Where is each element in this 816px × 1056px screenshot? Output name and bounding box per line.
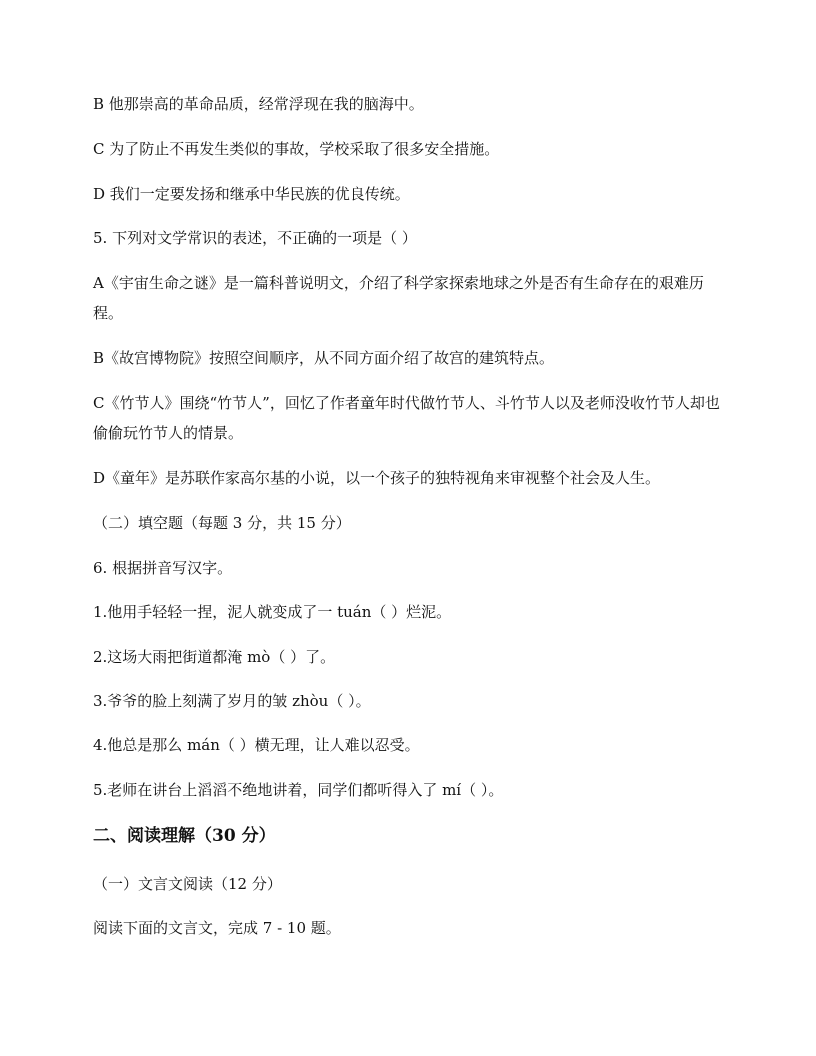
question-5-option-c: C《竹节人》围绕“竹节人”，回忆了作者童年时代做竹节人、斗竹节人以及老师没收竹节人却也偷偷玩竹节人的情景。 (93, 394, 720, 442)
option-b-sentence: B 他那崇高的革命品质，经常浮现在我的脑海中。 (93, 95, 424, 113)
pinyin-item-3: 3.爷爷的脸上刻满了岁月的皱 zhòu（ ）。 (93, 692, 371, 710)
fill-in-section-title: （二）填空题（每题 3 分，共 15 分） (93, 514, 351, 532)
reading-section-heading: 二、阅读理解（30 分） (93, 826, 276, 846)
question-5-option-a: A《宇宙生命之谜》是一篇科普说明文，介绍了科学家探索地球之外是否有生命存在的艰难历程。 (93, 274, 704, 322)
pinyin-item-4: 4.他总是那么 mán（ ）横无理，让人难以忍受。 (93, 736, 420, 754)
pinyin-item-5: 5.老师在讲台上滔滔不绝地讲着，同学们都听得入了 mí（ ）。 (93, 781, 504, 799)
option-c-sentence: C 为了防止不再发生类似的事故，学校采取了很多安全措施。 (93, 140, 500, 158)
question-6-stem: 6. 根据拼音写汉字。 (93, 559, 233, 577)
question-5-option-b: B《故宫博物院》按照空间顺序，从不同方面介绍了故宫的建筑特点。 (93, 349, 555, 367)
option-d-sentence: D 我们一定要发扬和继承中华民族的优良传统。 (93, 185, 410, 203)
question-5-option-d: D《童年》是苏联作家高尔基的小说，以一个孩子的独特视角来审视整个社会及人生。 (93, 469, 661, 487)
pinyin-item-2: 2.这场大雨把街道都淹 mò（ ）了。 (93, 648, 336, 666)
pinyin-item-1: 1.他用手轻轻一捏，泥人就变成了一 tuán（ ）烂泥。 (93, 603, 452, 621)
classical-reading-instruction: 阅读下面的文言文，完成 7 - 10 题。 (93, 919, 341, 937)
question-5-stem: 5. 下列对文学常识的表述，不正确的一项是（ ） (93, 229, 417, 247)
classical-reading-title: （一）文言文阅读（12 分） (93, 875, 282, 893)
